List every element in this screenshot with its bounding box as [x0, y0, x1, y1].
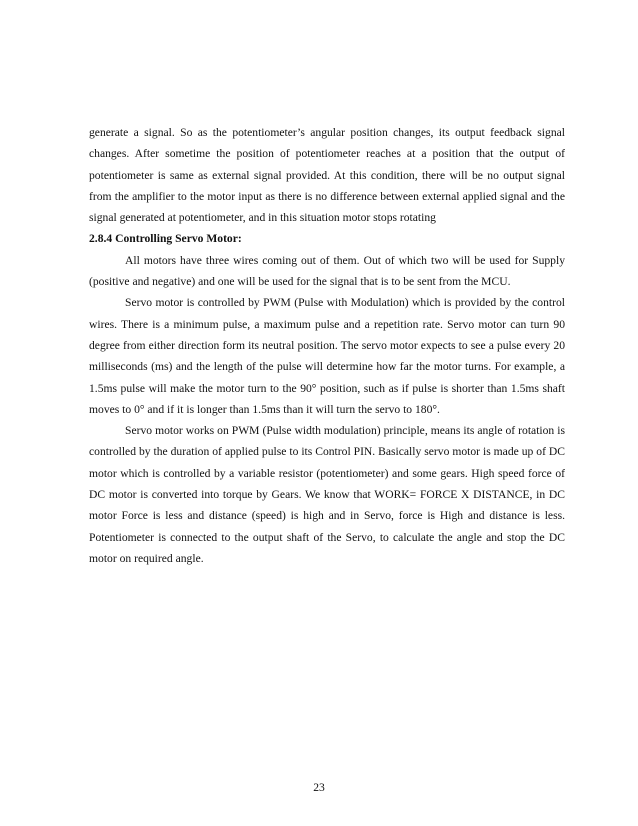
section-heading: 2.8.4 Controlling Servo Motor: — [89, 232, 242, 246]
page-number: 23 — [313, 781, 325, 794]
continued-paragraph: generate a signal. So as the potentiometer’s angular position changes, its output feedback signal changes. After sometime the position of potentiometer reaches at a position that the output of potentiometer is same as external signal provided. At this condition, there will be no output signal from the amplifier to the motor input as there is no difference between external applied signal and the signal generated at potentiometer, and in this situation motor stops rotating — [89, 126, 565, 225]
page-body — [89, 122, 565, 569]
paragraph-wires: All motors have three wires coming out of them. Out of which two will be used for Supply (positive and negative) and one will be used for the signal that is to be sent from the MCU. — [89, 253, 565, 289]
paragraph-pwm-principle: Servo motor works on PWM (Pulse width modulation) principle, means its angle of rotation is controlled by the duration of applied pulse to its Control PIN. Basically servo motor is made up of DC motor which is controlled by a variable resistor (potentiometer) and some gears. High speed force of DC motor is converted into torque by Gears. We know that WORK= FORCE X DISTANCE, in DC motor Force is less and distance (speed) is high and in Servo, force is High and distance is less. Potentiometer is connected to the output shaft of the Servo, to calculate the angle and stop the DC motor on required angle. — [89, 424, 565, 565]
paragraph-pwm-control: Servo motor is controlled by PWM (Pulse with Modulation) which is provided by the control wires. There is a minimum pulse, a maximum pulse and a repetition rate. Servo motor can turn 90 degree from either direction form its neutral position. The servo motor expects to see a pulse every 20 milliseconds (ms) and the length of the pulse will determine how far the motor turns. For example, a 1.5ms pulse will make the motor turn to the 90° position, such as if pulse is shorter than 1.5ms shaft moves to 0° and if it is longer than 1.5ms than it will turn the servo to 180°. — [89, 296, 565, 416]
